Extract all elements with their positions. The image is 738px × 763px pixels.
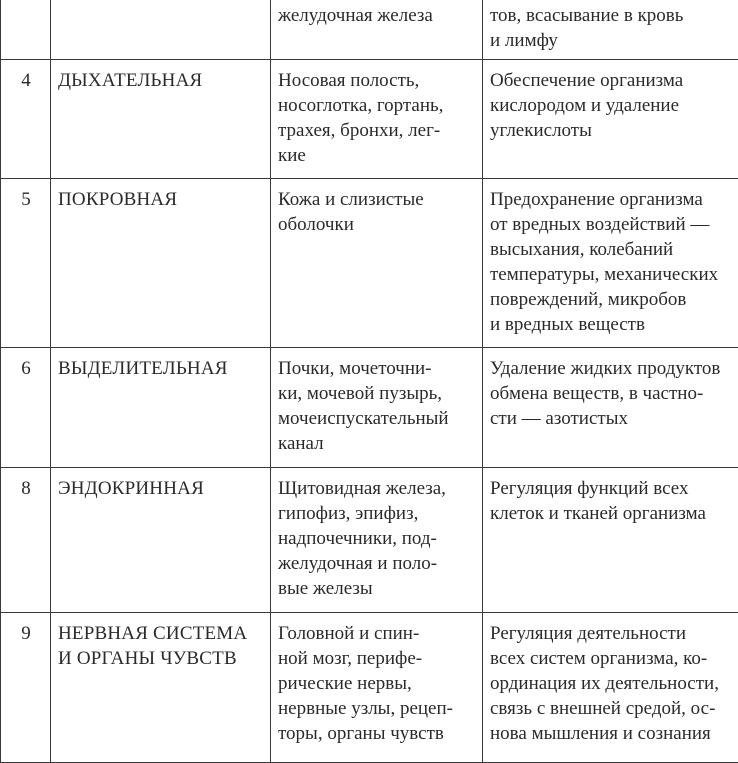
system-name: ВЫДЕЛИТЕЛЬНАЯ [51, 348, 271, 468]
row-number [1, 0, 51, 60]
table-row [1, 348, 738, 468]
system-organs: Кожа и слизистые оболочки [271, 179, 483, 348]
system-organs: Головной и спин- ной мозг, перифе- рические нервы, нервные узлы, рецеп- торы, органы чувств [271, 613, 483, 763]
table-row [1, 179, 738, 348]
system-function: тов, всасывание в кровь и лимфу [483, 0, 738, 60]
system-function: Обеспечение организма кислородом и удаление углекислоты [483, 60, 738, 179]
system-function: Регуляция функций всех клеток и тканей организма [483, 468, 738, 613]
system-organs: Носовая полость, носоглотка, гортань, трахея, бронхи, лег- кие [271, 60, 483, 179]
system-name: ПОКРОВНАЯ [51, 179, 271, 348]
system-name: НЕРВНАЯ СИСТЕМА И ОРГАНЫ ЧУВСТВ [51, 613, 271, 763]
system-function: Предохранение организма от вредных воздействий — высыхания, колебаний температуры, механических повреждений, микробов и вредных веществ [483, 179, 738, 348]
system-name: ЭНДОКРИННАЯ [51, 468, 271, 613]
row-number: 9 [1, 613, 51, 763]
system-name: ДЫХАТЕЛЬНАЯ [51, 60, 271, 179]
table-row [1, 468, 738, 613]
table-row [1, 60, 738, 179]
row-number: 6 [1, 348, 51, 468]
system-name [51, 0, 271, 60]
table-row [1, 613, 738, 763]
system-function: Регуляция деятельности всех систем организма, ко- ординация их деятельности, связь с внешней средой, ос- нова мышления и сознания [483, 613, 738, 763]
row-number: 8 [1, 468, 51, 613]
system-organs: Почки, мочеточни- ки, мочевой пузырь, мочеиспускательный канал [271, 348, 483, 468]
table-row [1, 0, 738, 60]
system-organs: желудочная железа [271, 0, 483, 60]
system-function: Удаление жидких продуктов обмена веществ, в частно- сти — азотистых [483, 348, 738, 468]
system-organs: Щитовидная железа, гипофиз, эпифиз, надпочечники, под- желудочная и поло- вые железы [271, 468, 483, 613]
row-number: 4 [1, 60, 51, 179]
row-number: 5 [1, 179, 51, 348]
